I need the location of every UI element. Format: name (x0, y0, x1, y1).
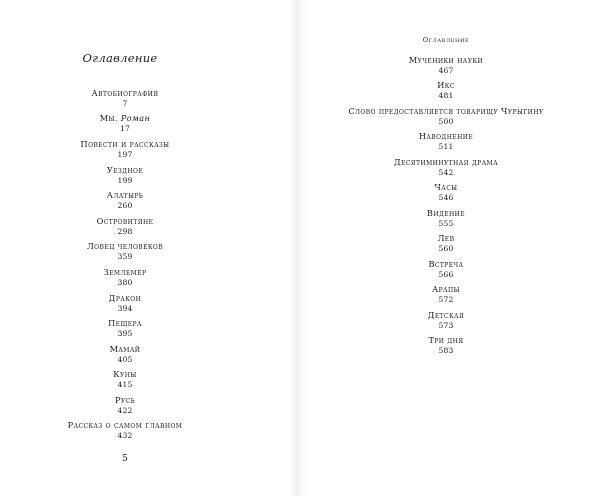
toc-entry[interactable] (336, 106, 556, 127)
toc-entry[interactable] (40, 395, 210, 416)
toc-entry[interactable] (366, 55, 526, 76)
toc-entry[interactable] (366, 335, 526, 356)
toc-entry-page: 555 (438, 218, 454, 228)
toc-entry[interactable] (40, 113, 210, 134)
toc-entry-page: 572 (438, 294, 454, 304)
toc-entry-title: Арапы (432, 284, 460, 294)
running-head: Оглавление (422, 36, 470, 44)
toc-entry[interactable] (366, 80, 526, 101)
toc-entry[interactable] (366, 157, 526, 178)
toc-entry-page: 566 (438, 269, 454, 279)
toc-entry-title: Островитяне (96, 216, 154, 226)
toc-entry[interactable] (40, 344, 210, 365)
toc-entry-page: 197 (117, 149, 133, 159)
toc-entry-title: Автобиография (91, 88, 159, 98)
toc-entry-page: 298 (117, 226, 133, 236)
toc-entry-page: 7 (122, 98, 128, 108)
toc-entry[interactable] (40, 318, 210, 339)
toc-entry-title: Пещера (108, 318, 142, 328)
toc-entry[interactable] (40, 190, 210, 211)
toc-entry-title-wrap (40, 113, 210, 124)
toc-entry-title: Часы (434, 182, 458, 192)
toc-entry-title: Уездное (106, 165, 144, 175)
toc-entry-page: 260 (117, 200, 133, 210)
toc-entry-page: 394 (117, 303, 133, 313)
page-number: 5 (122, 454, 128, 464)
toc-entry[interactable] (40, 139, 210, 160)
toc-entry-title: Мученики науки (408, 55, 484, 65)
toc-entry[interactable] (40, 165, 210, 186)
toc-entry-title: Ловец человеков (86, 241, 164, 251)
toc-entry-page: 583 (438, 345, 454, 355)
toc-entry-page: 395 (117, 328, 133, 338)
toc-entry-page: 17 (119, 123, 131, 133)
toc-entry[interactable] (366, 233, 526, 254)
toc-entry-title: Алатырь (106, 190, 144, 200)
toc-entry-title: Встреча (428, 259, 464, 269)
toc-entry-title: Слово предоставляется товарищу Чурыгину (348, 106, 544, 116)
book-gutter (288, 0, 306, 496)
toc-entry[interactable] (40, 369, 210, 390)
toc-entry-title: Мы. (99, 113, 118, 123)
toc-entry[interactable] (40, 420, 210, 441)
toc-entry-subtitle: Роман (120, 113, 151, 123)
toc-entry-title: Куны (113, 369, 137, 379)
toc-entry-title: Детская (427, 310, 465, 320)
toc-heading: Оглавление (82, 51, 158, 65)
toc-entry-title: Три дня (428, 335, 464, 345)
toc-entry-page: 560 (438, 243, 454, 253)
toc-entry-title: Мамай (109, 344, 141, 354)
toc-entry-page: 380 (117, 277, 133, 287)
toc-entry-title: Икс (437, 80, 455, 90)
toc-entry[interactable] (366, 131, 526, 152)
toc-entry-page: 481 (438, 90, 454, 100)
toc-entry-title: Дракон (108, 293, 142, 303)
toc-entry[interactable] (40, 88, 210, 109)
toc-entry-title: Русь (114, 395, 136, 405)
toc-entry[interactable] (366, 259, 526, 280)
toc-entry-page: 546 (438, 192, 454, 202)
toc-entry[interactable] (366, 182, 526, 203)
toc-entry[interactable] (366, 284, 526, 305)
toc-entry[interactable] (366, 310, 526, 331)
toc-entry-title: Десятиминутная драма (393, 157, 499, 167)
toc-entry-page: 511 (438, 141, 454, 151)
toc-entry-title: Рассказ о самом главном (67, 420, 183, 430)
toc-entry-page: 542 (438, 167, 454, 177)
toc-entry-page: 199 (117, 175, 133, 185)
toc-entry[interactable] (40, 216, 210, 237)
toc-entry-page: 500 (438, 116, 454, 126)
right-page (296, 0, 600, 496)
toc-entry[interactable] (366, 208, 526, 229)
toc-entry-title: Лев (437, 233, 455, 243)
toc-entry-page: 467 (438, 65, 454, 75)
toc-entry-title: Видение (426, 208, 466, 218)
toc-entry-title: Повести и рассказы (80, 139, 170, 149)
toc-entry-page: 359 (117, 251, 133, 261)
toc-entry[interactable] (40, 293, 210, 314)
toc-entry[interactable] (40, 241, 210, 262)
toc-entry[interactable] (40, 267, 210, 288)
toc-entry-page: 405 (117, 354, 133, 364)
toc-entry-title: Землемер (103, 267, 147, 277)
toc-entry-page: 422 (117, 405, 133, 415)
toc-entry-page: 432 (117, 430, 133, 440)
left-page (0, 0, 296, 496)
toc-entry-title: Наводнение (418, 131, 474, 141)
toc-entry-page: 415 (117, 379, 133, 389)
toc-entry-page: 573 (438, 320, 454, 330)
